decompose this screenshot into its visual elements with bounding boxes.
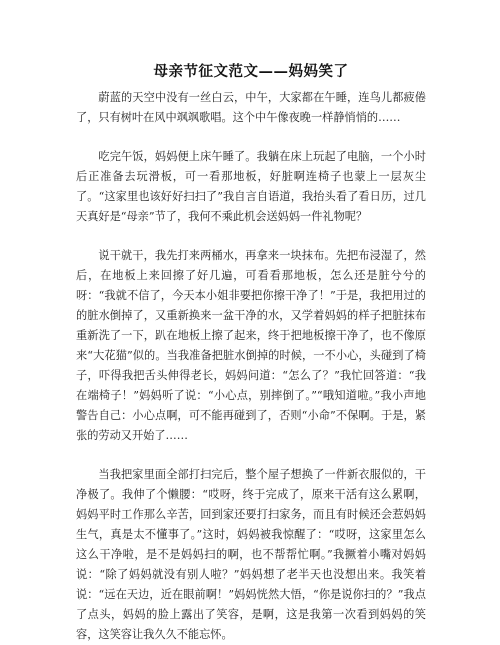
paragraph-4: 当我把家里面全部打扫完后，整个屋子想换了一件新衣服似的，干净极了。我伸了个懒腰：“哎呀，终于完成了，原来干活有这么累啊，妈妈平时工作那么辛苦，回到家还要打扫家务，而且有时候还会惹妈妈生气，真是太不懂事了。”这时，妈妈被我惊醒了：“哎呀，这家里怎么这么干净啦，是不是妈妈扫的啊，也不帮帮忙啊。”我撅着小嘴对妈妈说：“除了妈妈就没有别人啦？”妈妈想了老半天也没想出来。我笑着说：“远在天边，近在眼前啊！”妈妈恍然大悟，“你是说你扫的？”我点了点头，妈妈的脸上露出了笑容，是啊，这是我第一次看到妈妈的笑容，这笑容让我久久不能忘怀。 — [76, 468, 426, 641]
document-title: 母亲节征文范文——妈妈笑了 — [153, 63, 349, 80]
paragraph-1: 蔚蓝的天空中没有一丝白云，中午，大家都在午睡，连鸟儿都疲倦了，只有树叶在风中飒飒歌唱。这个中午像夜晚一样静悄悄的…… — [76, 91, 426, 124]
paragraph-gap — [76, 128, 426, 147]
paragraph-3: 说干就干，我先打来两桶水，再拿来一块抹布。先把布浸湿了，然后，在地板上来回擦了好几遍，可看看那地板，怎么还是脏兮兮的呀：“我就不信了，今天本小姐非要把你擦干净了！”于是，我把用过的的脏水倒掉了，又重新换来一盆干净的水，又学着妈妈的样子把脏抹布重新洗了一下，趴在地板上擦了起来，终于把地板擦干净了，也不像原来“大花猫”似的。当我准备把脏水倒掉的时候，一不小心，头碰到了椅子，吓得我把舌头伸得老长，妈妈问道：“怎么了？”我忙回答道：“我在端椅子！”妈妈听了说：“小心点，别摔倒了。”“哦知道啦。”我小声地警告自己：小心点啊，可不能再碰到了，否则“小命”不保啊。于是，紧张的劳动又开始了…… — [76, 249, 426, 442]
paragraph-gap — [76, 227, 426, 246]
paragraph-gap — [76, 446, 426, 465]
paragraph-2: 吃完午饭，妈妈便上床午睡了。我躺在床上玩起了电脑，一个小时后正准备去玩滑板，可一看那地板，好脏啊连椅子也蒙上一层灰尘了。“这家里也该好好扫扫了”我自言自语道，我抬头看了看日历，过几天真好是“母亲”节了，我何不乘此机会送妈妈一件礼物呢？ — [76, 150, 426, 223]
document-page — [76, 62, 426, 645]
